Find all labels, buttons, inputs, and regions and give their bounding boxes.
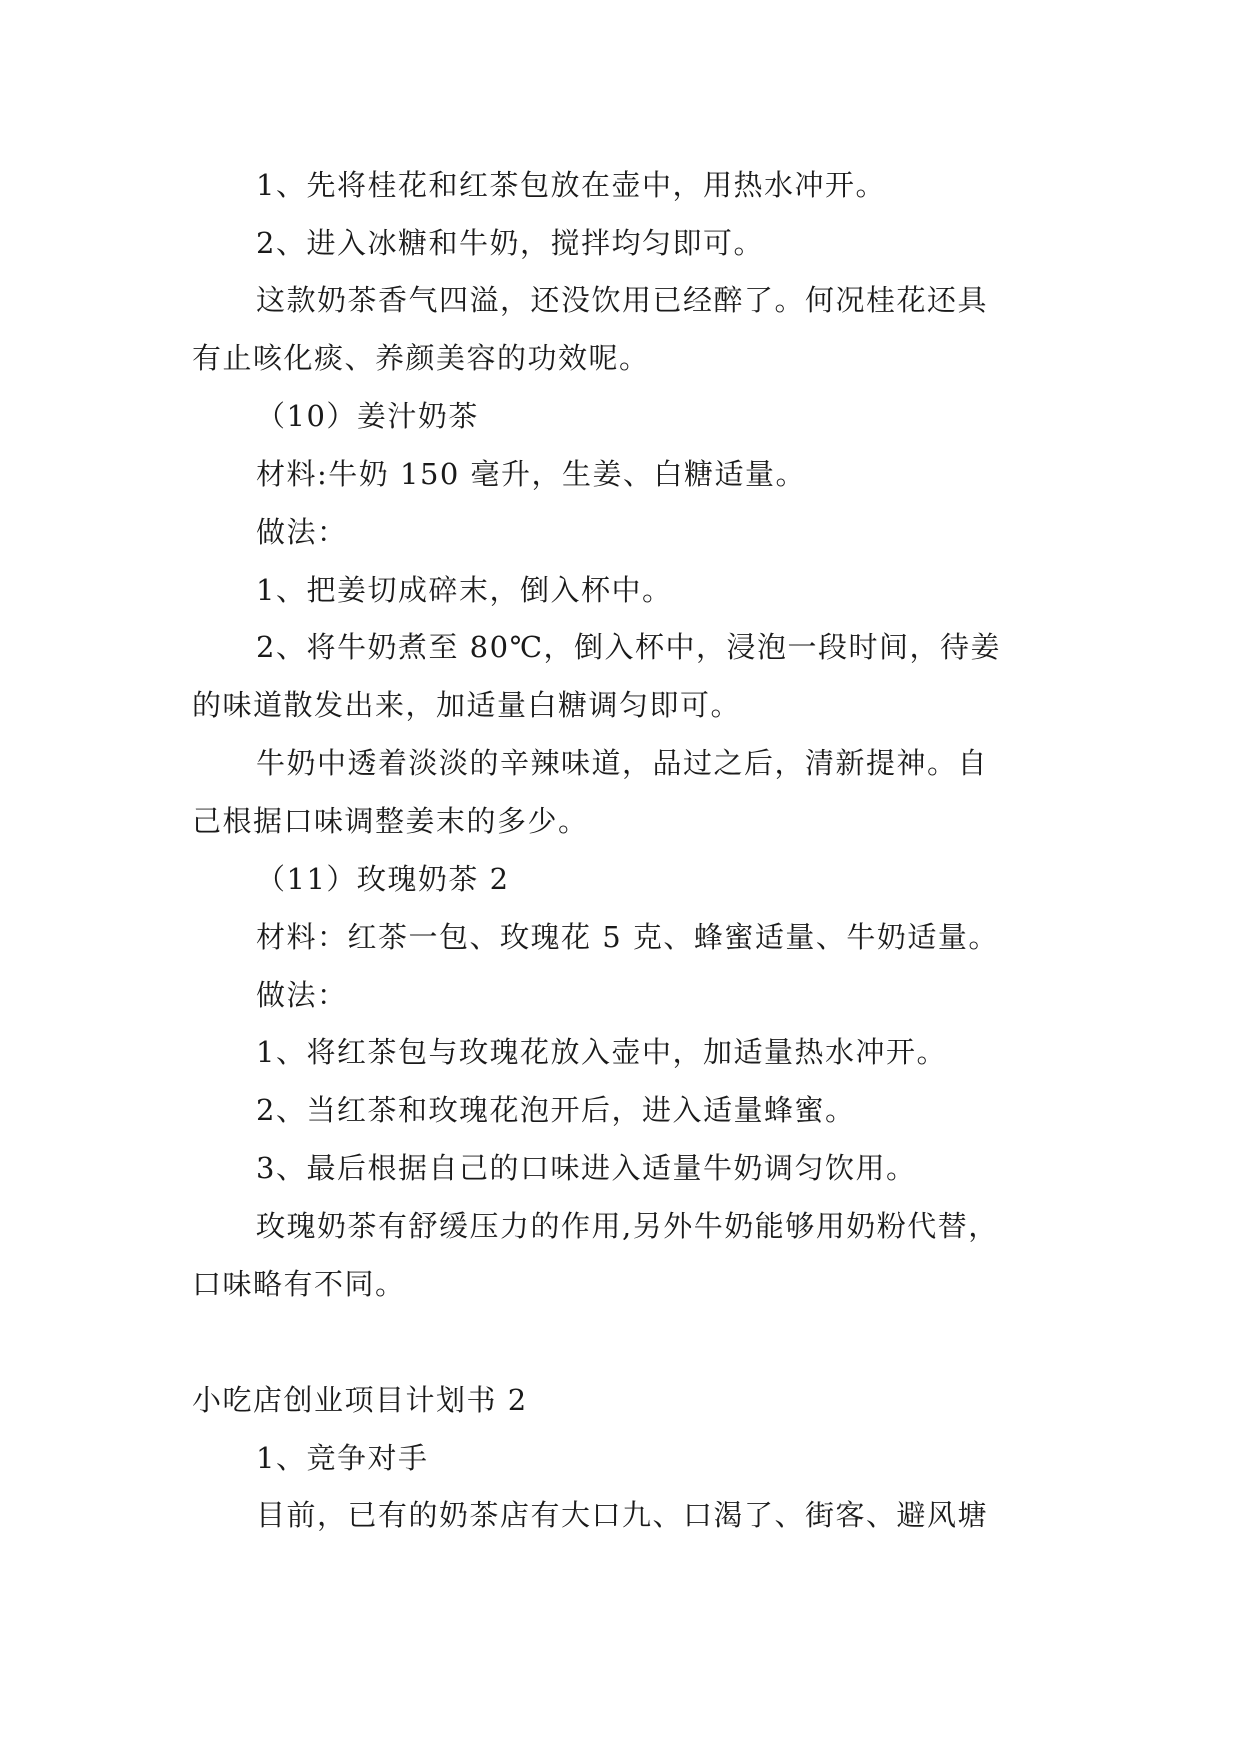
- paragraph-line: 1、先将桂花和红茶包放在壶中，用热水冲开。: [256, 168, 886, 202]
- section-heading: 1、竞争对手: [256, 1441, 429, 1475]
- paragraph-line: 1、把姜切成碎末，倒入杯中。: [256, 573, 673, 607]
- paragraph-line: 己根据口味调整姜末的多少。: [192, 804, 589, 838]
- section-heading: （11）玫瑰奶茶 2: [256, 862, 510, 896]
- paragraph-line: 材料:牛奶 150 毫升，生姜、白糖适量。: [256, 457, 807, 491]
- section-heading: （10）姜汁奶茶: [256, 399, 479, 433]
- paragraph-line: 目前，已有的奶茶店有大口九、口渴了、街客、避风塘: [256, 1498, 989, 1532]
- paragraph-line: 做法：: [256, 515, 348, 549]
- paragraph-line: 玫瑰奶茶有舒缓压力的作用,另外牛奶能够用奶粉代替，: [256, 1209, 999, 1243]
- paragraph-line: 1、将红茶包与玫瑰花放入壶中，加适量热水冲开。: [256, 1035, 947, 1069]
- paragraph-line: 牛奶中透着淡淡的辛辣味道，品过之后，清新提神。自: [256, 746, 989, 780]
- paragraph-line: 有止咳化痰、养颜美容的功效呢。: [192, 341, 650, 375]
- paragraph-line: 的味道散发出来，加适量白糖调匀即可。: [192, 688, 742, 722]
- paragraph-line: 2、当红茶和玫瑰花泡开后，进入适量蜂蜜。: [256, 1093, 856, 1127]
- paragraph-line: 口味略有不同。: [192, 1267, 406, 1301]
- paragraph-line: 这款奶茶香气四溢，还没饮用已经醉了。何况桂花还具: [256, 283, 989, 317]
- paragraph-line: 做法：: [256, 978, 348, 1012]
- paragraph-line: 3、最后根据自己的口味进入适量牛奶调匀饮用。: [256, 1151, 917, 1185]
- paragraph-line: 2、进入冰糖和牛奶，搅拌均匀即可。: [256, 226, 764, 260]
- paragraph-line: 材料：红茶一包、玫瑰花 5 克、蜂蜜适量、牛奶适量。: [256, 920, 999, 954]
- paragraph-line: 2、将牛奶煮至 80℃，倒入杯中，浸泡一段时间，待姜: [256, 630, 1002, 664]
- section-title: 小吃店创业项目计划书 2: [192, 1383, 528, 1417]
